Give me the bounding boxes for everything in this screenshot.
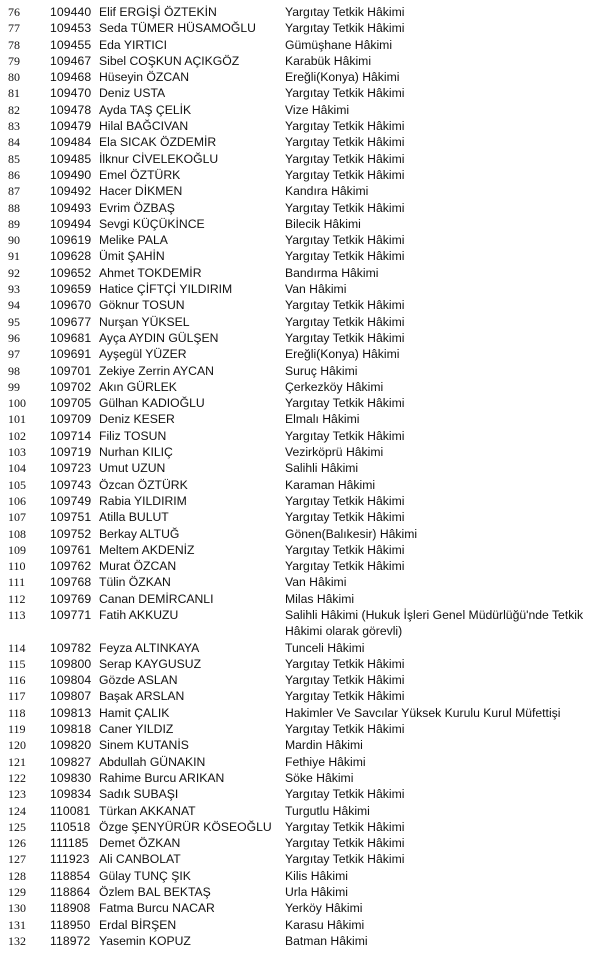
registry-number: 118950	[50, 917, 91, 932]
person-name: Meltem AKDENİZ	[99, 542, 195, 557]
registry-number: 109628	[50, 249, 92, 264]
registry-number: 109761	[50, 542, 92, 557]
table-row	[0, 754, 600, 770]
person-name: Ayça AYDIN GÜLŞEN	[99, 330, 219, 345]
registry-number: 109723	[50, 461, 92, 476]
position-title: Elmalı Hâkimi	[285, 412, 360, 427]
table-row	[0, 363, 600, 379]
registry-number: 109702	[50, 379, 92, 394]
person-name: Gülhan KADIOĞLU	[99, 396, 205, 411]
position-title: Yargıtay Tetkik Hâkimi	[285, 135, 405, 150]
position-title: Yargıtay Tetkik Hâkimi	[285, 151, 405, 166]
registry-number: 109701	[50, 363, 92, 378]
row-number: 125	[8, 819, 26, 834]
position-title: Fethiye Hâkimi	[285, 754, 366, 769]
row-number: 130	[8, 901, 26, 916]
table-row	[0, 900, 600, 916]
person-name: Eda YIRTICI	[99, 37, 167, 52]
registry-number: 109440	[50, 5, 92, 19]
table-row	[0, 509, 600, 525]
table-row	[0, 297, 600, 313]
person-name: Akın GÜRLEK	[99, 379, 177, 394]
table-row	[0, 672, 600, 688]
registry-number: 109455	[50, 37, 92, 52]
row-number: 129	[8, 885, 26, 900]
table-row	[0, 835, 600, 851]
row-number: 124	[8, 803, 26, 818]
table-row	[0, 20, 600, 36]
registry-number: 109807	[50, 689, 92, 704]
position-title: Yargıtay Tetkik Hâkimi	[285, 298, 405, 313]
person-name: Fatih AKKUZU	[99, 607, 179, 622]
registry-number: 109768	[50, 575, 92, 590]
position-title: Yargıtay Tetkik Hâkimi	[285, 21, 405, 36]
person-name: Gülay TUNÇ ŞIK	[99, 868, 191, 883]
person-name: Demet ÖZKAN	[99, 836, 181, 851]
position-title: Karaman Hâkimi	[285, 477, 376, 492]
position-title: Yargıtay Tetkik Hâkimi	[285, 722, 405, 737]
position-title: Yargıtay Tetkik Hâkimi	[285, 559, 405, 574]
registry-number: 110081	[50, 803, 91, 818]
person-name: Hacer DİKMEN	[99, 184, 183, 199]
person-name: Serap KAYGUSUZ	[99, 656, 202, 671]
registry-number: 109762	[50, 559, 92, 574]
position-title: Vezirköprü Hâkimi	[285, 445, 384, 460]
row-number: 123	[8, 787, 26, 802]
table-row	[0, 786, 600, 802]
position-title: Çerkezköy Hâkimi	[285, 379, 384, 394]
position-title: Yargıtay Tetkik Hâkimi	[285, 656, 405, 671]
row-number: 105	[8, 477, 26, 492]
row-number: 110	[8, 559, 26, 574]
registry-number: 109769	[50, 591, 92, 606]
person-name: Abdullah GÜNAKIN	[99, 754, 206, 769]
position-title: Yargıtay Tetkik Hâkimi	[285, 86, 405, 101]
position-title: Yargıtay Tetkik Hâkimi	[285, 428, 405, 443]
registry-number: 111185	[50, 836, 89, 851]
table-row	[0, 167, 600, 183]
table-row	[0, 134, 600, 150]
position-title: Van Hâkimi	[285, 575, 347, 590]
registry-number: 109813	[50, 705, 92, 720]
table-row	[0, 688, 600, 704]
row-number: 115	[8, 656, 26, 671]
person-name: Caner YILDIZ	[99, 722, 174, 737]
position-title: Yargıtay Tetkik Hâkimi	[285, 542, 405, 557]
position-title: Bandırma Hâkimi	[285, 265, 379, 280]
registry-number: 109494	[50, 216, 92, 231]
row-number: 109	[8, 542, 26, 557]
registry-number: 109749	[50, 493, 92, 508]
row-number: 112	[8, 591, 26, 606]
row-number: 97	[8, 347, 20, 362]
table-row	[0, 69, 600, 85]
person-name: Zekiye Zerrin AYCAN	[99, 363, 214, 378]
position-title: Yargıtay Tetkik Hâkimi	[285, 5, 405, 19]
table-row	[0, 917, 600, 933]
position-title: Ereğli(Konya) Hâkimi	[285, 70, 400, 85]
position-title: Yargıtay Tetkik Hâkimi	[285, 836, 405, 851]
person-name: Canan DEMİRCANLI	[99, 591, 214, 606]
position-title: Salihli Hâkimi (Hukuk İşleri Genel Müdürlüğü'nde Tetkik Hâkimi olarak görevli)	[285, 607, 584, 639]
person-name: Hilal BAĞCIVAN	[99, 119, 189, 134]
person-name: Ümit ŞAHİN	[99, 249, 165, 264]
registry-number: 109490	[50, 167, 92, 182]
person-name: Murat ÖZCAN	[99, 559, 177, 574]
registry-number: 109719	[50, 445, 92, 460]
person-name: Özcan ÖZTÜRK	[99, 477, 188, 492]
position-title: Hakimler Ve Savcılar Yüksek Kurulu Kurul Müfettişi	[285, 705, 561, 720]
row-number: 86	[8, 167, 20, 182]
registry-number: 111923	[50, 852, 90, 867]
person-name: Tülin ÖZKAN	[99, 575, 171, 590]
person-name: Berkay ALTUĞ	[99, 526, 180, 541]
person-name: Deniz KESER	[99, 412, 175, 427]
row-number: 104	[8, 461, 26, 476]
row-number: 76	[8, 5, 20, 19]
position-title: Yargıtay Tetkik Hâkimi	[285, 493, 405, 508]
table-row	[0, 330, 600, 346]
row-number: 79	[8, 53, 20, 68]
row-number: 78	[8, 37, 20, 52]
row-number: 91	[8, 249, 20, 264]
row-number: 84	[8, 135, 20, 150]
position-title: Van Hâkimi	[285, 282, 347, 297]
registry-number: 109659	[50, 282, 92, 297]
registry-number: 109818	[50, 722, 92, 737]
person-name: Ayda TAŞ ÇELİK	[99, 102, 192, 117]
person-name: Rabia YILDIRIM	[99, 493, 187, 508]
row-number: 121	[8, 754, 26, 769]
table-row	[0, 558, 600, 574]
row-number: 103	[8, 445, 26, 460]
document-list	[0, 4, 600, 949]
registry-number: 109652	[50, 265, 92, 280]
position-title: Gümüşhane Hâkimi	[285, 37, 393, 52]
person-name: Başak ARSLAN	[99, 689, 185, 704]
table-row	[0, 102, 600, 118]
row-number: 119	[8, 722, 26, 737]
person-name: Hatice ÇİFTÇİ YILDIRIM	[99, 282, 233, 297]
person-name: Hüseyin ÖZCAN	[99, 70, 190, 85]
registry-number: 109670	[50, 298, 92, 313]
row-number: 101	[8, 412, 26, 427]
position-title: Yargıtay Tetkik Hâkimi	[285, 249, 405, 264]
person-name: Yasemin KOPUZ	[99, 933, 191, 948]
table-row	[0, 248, 600, 264]
table-row	[0, 411, 600, 427]
position-title: Yargıtay Tetkik Hâkimi	[285, 510, 405, 525]
table-row	[0, 574, 600, 590]
registry-number: 109820	[50, 738, 92, 753]
person-name: Özlem BAL BEKTAŞ	[99, 885, 211, 900]
registry-number: 118972	[50, 933, 91, 948]
position-title: Yargıtay Tetkik Hâkimi	[285, 200, 405, 215]
person-name: Sinem KUTANİS	[99, 738, 189, 753]
row-number: 82	[8, 102, 20, 117]
registry-number: 109782	[50, 640, 92, 655]
table-row	[0, 281, 600, 297]
row-number: 93	[8, 282, 20, 297]
table-row	[0, 379, 600, 395]
person-name: Gözde ASLAN	[99, 673, 178, 688]
person-name: Ali CANBOLAT	[99, 852, 181, 867]
position-title: Karasu Hâkimi	[285, 917, 365, 932]
row-number: 113	[8, 607, 26, 622]
table-row	[0, 868, 600, 884]
person-name: Umut UZUN	[99, 461, 166, 476]
position-title: Batman Hâkimi	[285, 933, 368, 948]
registry-number: 118864	[50, 885, 91, 900]
table-row	[0, 85, 600, 101]
registry-number: 109484	[50, 135, 92, 150]
row-number: 106	[8, 493, 26, 508]
person-name: Nurşan YÜKSEL	[99, 314, 190, 329]
table-row	[0, 705, 600, 721]
row-number: 80	[8, 70, 20, 85]
registry-number: 109493	[50, 200, 92, 215]
position-title: Mardin Hâkimi	[285, 738, 363, 753]
registry-number: 109681	[50, 330, 92, 345]
row-number: 77	[8, 21, 20, 36]
registry-number: 109470	[50, 86, 92, 101]
position-title: Milas Hâkimi	[285, 591, 355, 606]
row-number: 83	[8, 119, 20, 134]
registry-number: 109800	[50, 656, 92, 671]
position-title: Ereğli(Konya) Hâkimi	[285, 347, 400, 362]
position-title: Yargıtay Tetkik Hâkimi	[285, 689, 405, 704]
table-row	[0, 314, 600, 330]
row-number: 122	[8, 770, 26, 785]
row-number: 116	[8, 673, 26, 688]
row-number: 117	[8, 689, 26, 704]
registry-number: 109804	[50, 673, 92, 688]
registry-number: 109834	[50, 787, 92, 802]
table-row	[0, 640, 600, 656]
row-number: 132	[8, 933, 26, 948]
row-number: 114	[8, 640, 26, 655]
registry-number: 109771	[50, 607, 92, 622]
table-row	[0, 477, 600, 493]
person-name: Filiz TOSUN	[99, 428, 167, 443]
table-row	[0, 151, 600, 167]
registry-number: 109467	[50, 53, 92, 68]
person-name: Ela SICAK ÖZDEMİR	[99, 135, 217, 150]
table-row	[0, 346, 600, 362]
row-number: 95	[8, 314, 20, 329]
row-number: 99	[8, 379, 20, 394]
row-number: 89	[8, 216, 20, 231]
table-row	[0, 933, 600, 949]
row-number: 92	[8, 265, 20, 280]
person-name: Fatma Burcu NACAR	[99, 901, 215, 916]
registry-number: 109479	[50, 119, 92, 134]
registry-number: 109691	[50, 347, 92, 362]
position-title: Vize Hâkimi	[285, 102, 350, 117]
person-name: Sibel COŞKUN AÇIKGÖZ	[99, 53, 240, 68]
table-row	[0, 265, 600, 281]
registry-number: 109453	[50, 21, 92, 36]
registry-number: 109830	[50, 770, 92, 785]
registry-number: 109709	[50, 412, 92, 427]
table-row	[0, 216, 600, 232]
row-number: 88	[8, 200, 20, 215]
registry-number: 109751	[50, 510, 92, 525]
row-number: 111	[8, 575, 26, 590]
table-row	[0, 428, 600, 444]
registry-number: 109468	[50, 70, 92, 85]
person-name: Elif ERGİŞİ ÖZTEKİN	[99, 5, 217, 19]
table-row	[0, 395, 600, 411]
person-name: Feyza ALTINKAYA	[99, 640, 200, 655]
registry-number: 109485	[50, 151, 92, 166]
row-number: 102	[8, 428, 26, 443]
person-name: Atilla BULUT	[99, 510, 169, 525]
table-row	[0, 607, 600, 640]
position-title: Yargıtay Tetkik Hâkimi	[285, 852, 405, 867]
table-row	[0, 526, 600, 542]
table-row	[0, 656, 600, 672]
position-title: Yargıtay Tetkik Hâkimi	[285, 167, 405, 182]
position-title: Yargıtay Tetkik Hâkimi	[285, 819, 405, 834]
table-row	[0, 770, 600, 786]
row-number: 108	[8, 526, 26, 541]
row-number: 90	[8, 233, 20, 248]
registry-number: 109492	[50, 184, 92, 199]
position-title: Suruç Hâkimi	[285, 363, 358, 378]
registry-number: 109714	[50, 428, 92, 443]
table-row	[0, 819, 600, 835]
table-row	[0, 737, 600, 753]
registry-number: 118908	[50, 901, 91, 916]
row-number: 85	[8, 151, 20, 166]
person-name: Melike PALA	[99, 233, 168, 248]
position-title: Tunceli Hâkimi	[285, 640, 365, 655]
person-name: Ahmet TOKDEMİR	[99, 265, 202, 280]
row-number: 87	[8, 184, 20, 199]
person-name: Ayşegül YÜZER	[99, 347, 187, 362]
table-row	[0, 591, 600, 607]
row-number: 120	[8, 738, 26, 753]
table-row	[0, 493, 600, 509]
registry-number: 109743	[50, 477, 92, 492]
person-name: Evrim ÖZBAŞ	[99, 200, 175, 215]
position-title: Salihli Hâkimi	[285, 461, 359, 476]
position-title: Yargıtay Tetkik Hâkimi	[285, 396, 405, 411]
table-row	[0, 183, 600, 199]
registry-number: 109619	[50, 233, 92, 248]
position-title: Yargıtay Tetkik Hâkimi	[285, 314, 405, 329]
table-row	[0, 721, 600, 737]
person-name: Özge ŞENYÜRÜR KÖSEOĞLU	[99, 819, 272, 834]
table-row	[0, 37, 600, 53]
position-title: Yargıtay Tetkik Hâkimi	[285, 119, 405, 134]
position-title: Kilis Hâkimi	[285, 868, 348, 883]
person-name: Emel ÖZTÜRK	[99, 167, 181, 182]
registry-number: 109677	[50, 314, 92, 329]
row-number: 127	[8, 852, 26, 867]
person-name: Türkan AKKANAT	[99, 803, 196, 818]
registry-number: 109827	[50, 754, 92, 769]
table-row	[0, 232, 600, 248]
person-name: Hamit ÇALIK	[99, 705, 170, 720]
table-row	[0, 884, 600, 900]
row-number: 81	[8, 86, 20, 101]
person-name: İlknur CİVELEKOĞLU	[99, 151, 219, 166]
row-number: 128	[8, 868, 26, 883]
table-row	[0, 53, 600, 69]
table-row	[0, 118, 600, 134]
position-title: Kandıra Hâkimi	[285, 184, 369, 199]
person-name: Sadık SUBAŞI	[99, 787, 179, 802]
position-title: Yargıtay Tetkik Hâkimi	[285, 673, 405, 688]
row-number: 100	[8, 396, 26, 411]
position-title: Yerköy Hâkimi	[285, 901, 363, 916]
position-title: Söke Hâkimi	[285, 770, 354, 785]
registry-number: 109705	[50, 396, 92, 411]
position-title: Gönen(Balıkesir) Hâkimi	[285, 526, 418, 541]
person-name: Nurhan KILIÇ	[99, 445, 173, 460]
registry-number: 110518	[50, 819, 91, 834]
row-number: 118	[8, 705, 26, 720]
position-title: Yargıtay Tetkik Hâkimi	[285, 787, 405, 802]
person-name: Seda TÜMER HÜSAMOĞLU	[99, 21, 256, 36]
person-name: Erdal BİRŞEN	[99, 917, 177, 932]
table-row	[0, 803, 600, 819]
row-number: 131	[8, 917, 26, 932]
row-number: 98	[8, 363, 20, 378]
registry-number: 109752	[50, 526, 92, 541]
position-title: Yargıtay Tetkik Hâkimi	[285, 330, 405, 345]
row-number: 94	[8, 298, 20, 313]
person-name: Rahime Burcu ARIKAN	[99, 770, 225, 785]
position-title: Karabük Hâkimi	[285, 53, 372, 68]
registry-number: 109478	[50, 102, 92, 117]
position-title: Turgutlu Hâkimi	[285, 803, 370, 818]
table-row	[0, 4, 600, 20]
table-row	[0, 444, 600, 460]
registry-number: 118854	[50, 868, 91, 883]
row-number: 96	[8, 330, 20, 345]
person-name: Sevgi KÜÇÜKİNCE	[99, 216, 205, 231]
person-name: Deniz USTA	[99, 86, 166, 101]
position-title: Urla Hâkimi	[285, 885, 348, 900]
position-title: Bilecik Hâkimi	[285, 216, 361, 231]
table-row	[0, 200, 600, 216]
person-name: Göknur TOSUN	[99, 298, 185, 313]
row-number: 107	[8, 510, 26, 525]
table-row	[0, 542, 600, 558]
position-title: Yargıtay Tetkik Hâkimi	[285, 233, 405, 248]
row-number: 126	[8, 836, 26, 851]
table-row	[0, 460, 600, 476]
table-row	[0, 851, 600, 867]
